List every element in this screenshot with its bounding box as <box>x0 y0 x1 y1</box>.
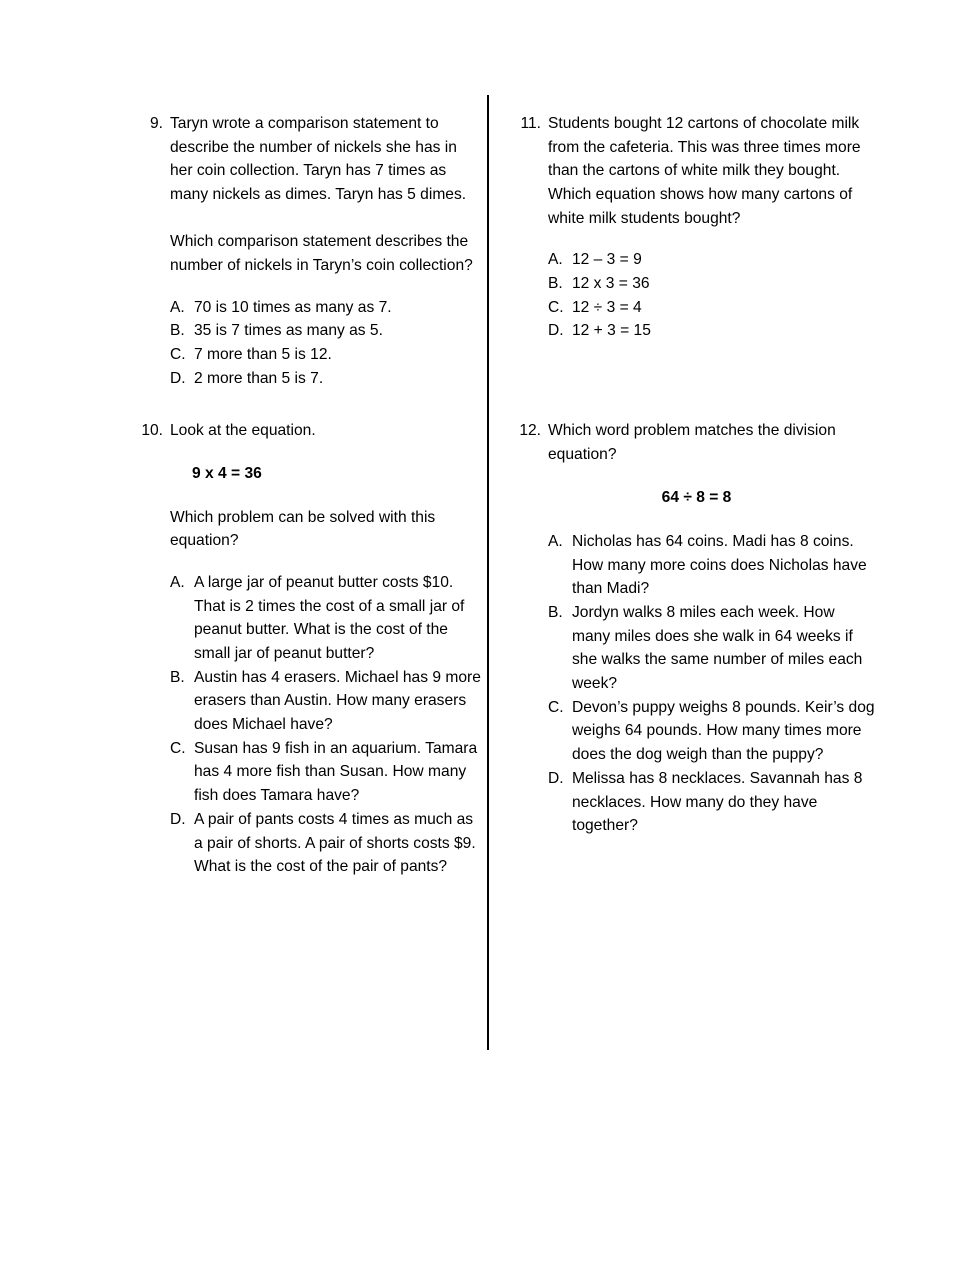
choice-item[interactable] <box>170 296 481 320</box>
choice-letter: A. <box>548 251 563 269</box>
question-11-choices <box>548 248 875 343</box>
question-10-choices <box>170 571 481 879</box>
choice-item[interactable] <box>170 343 481 367</box>
choice-letter: B. <box>548 275 563 293</box>
choice-item[interactable] <box>170 571 481 666</box>
choice-letter: A. <box>548 532 563 550</box>
question-9-stem-1: Taryn wrote a comparison statement to describe the number of nickels she has in her coin collection. Taryn has 7 times as many nickels as dimes. Taryn has 5 dimes. <box>170 115 467 204</box>
question-10-equation: 9 x 4 = 36 <box>192 464 262 482</box>
question-11 <box>515 112 875 343</box>
question-9-body <box>170 112 481 391</box>
choice-item[interactable] <box>170 367 481 391</box>
question-spacer <box>136 391 481 419</box>
choice-letter: D. <box>548 322 564 340</box>
choice-item[interactable] <box>170 737 481 808</box>
choice-text: Susan has 9 fish in an aquarium. Tamara has 4 more fish than Susan. How many fish does Tamara have? <box>194 739 478 805</box>
question-12-number: 12. <box>519 422 541 440</box>
choice-text: Austin has 4 erasers. Michael has 9 more erasers than Austin. How many erasers does Michael have? <box>194 668 481 734</box>
choice-text: 35 is 7 times as many as 5. <box>194 322 383 340</box>
question-10-body <box>170 419 481 879</box>
choice-item[interactable] <box>548 248 875 272</box>
left-column <box>136 112 481 879</box>
choice-letter: C. <box>548 698 564 716</box>
choice-letter: B. <box>548 604 563 622</box>
question-12-body <box>548 419 875 838</box>
choice-text: A pair of pants costs 4 times as much as a pair of shorts. A pair of shorts costs $9. What is the cost of the pair of pants? <box>194 810 476 876</box>
choice-item[interactable] <box>170 666 481 737</box>
choice-letter: B. <box>170 668 185 686</box>
choice-item[interactable] <box>548 296 875 320</box>
choice-letter: D. <box>170 369 186 387</box>
choice-letter: D. <box>170 810 186 828</box>
question-11-number: 11. <box>520 115 541 132</box>
question-9 <box>136 112 481 391</box>
choice-item[interactable] <box>548 530 875 601</box>
question-12 <box>515 419 875 838</box>
question-10-stem-2: Which problem can be solved with this equation? <box>170 508 436 550</box>
choice-item[interactable] <box>548 319 875 343</box>
choice-letter: D. <box>548 769 564 787</box>
question-10 <box>136 419 481 879</box>
choice-letter: C. <box>170 739 186 757</box>
choice-text: 2 more than 5 is 7. <box>194 369 324 387</box>
choice-item[interactable] <box>548 601 875 696</box>
choice-text: Jordyn walks 8 miles each week. How many miles does she walk in 64 weeks if she walks the same number of miles each week? <box>572 604 863 693</box>
choice-text: 12 + 3 = 15 <box>572 322 651 340</box>
choice-text: 12 – 3 = 9 <box>572 251 642 269</box>
choice-item[interactable] <box>548 272 875 296</box>
choice-text: Melissa has 8 necklaces. Savannah has 8 necklaces. How many do they have together? <box>572 769 863 835</box>
choice-letter: B. <box>170 322 185 340</box>
choice-letter: C. <box>170 346 186 364</box>
choice-text: Devon’s puppy weighs 8 pounds. Keir’s dog weighs 64 pounds. How many times more does the dog weigh than the puppy? <box>572 698 875 764</box>
question-9-choices <box>170 296 481 391</box>
choice-text: 12 x 3 = 36 <box>572 275 650 293</box>
choice-item[interactable] <box>170 808 481 879</box>
question-10-stem-1: Look at the equation. <box>170 421 316 439</box>
choice-letter: A. <box>170 298 185 316</box>
choice-text: Nicholas has 64 coins. Madi has 8 coins. How many more coins does Nicholas have than Madi? <box>572 532 867 598</box>
question-12-stem-1: Which word problem matches the division equation? <box>548 422 836 463</box>
question-12-choices <box>548 530 875 838</box>
choice-text: 12 ÷ 3 = 4 <box>572 298 642 316</box>
choice-text: 7 more than 5 is 12. <box>194 346 332 364</box>
choice-item[interactable] <box>170 319 481 343</box>
question-12-equation: 64 ÷ 8 = 8 <box>661 489 732 506</box>
question-11-stem-1: Students bought 12 cartons of chocolate milk from the cafeteria. This was three times more than the cartons of white milk they bought. Which equation shows how many cartons of white milk students bought? <box>548 115 861 227</box>
column-divider <box>487 95 489 1050</box>
choice-item[interactable] <box>548 767 875 838</box>
choice-item[interactable] <box>548 696 875 767</box>
question-9-number: 9. <box>149 115 163 132</box>
question-11-body <box>548 112 875 343</box>
question-10-number: 10. <box>141 421 163 439</box>
question-9-stem-2: Which comparison statement describes the number of nickels in Taryn’s coin collection? <box>170 233 473 275</box>
question-spacer <box>515 343 875 419</box>
choice-text: 70 is 10 times as many as 7. <box>194 298 392 316</box>
right-column <box>515 112 875 838</box>
choice-text: A large jar of peanut butter costs $10. That is 2 times the cost of a small jar of peanut butter. What is the cost of the small jar of peanut butter? <box>194 573 465 663</box>
choice-letter: C. <box>548 298 564 316</box>
choice-letter: A. <box>170 573 185 591</box>
